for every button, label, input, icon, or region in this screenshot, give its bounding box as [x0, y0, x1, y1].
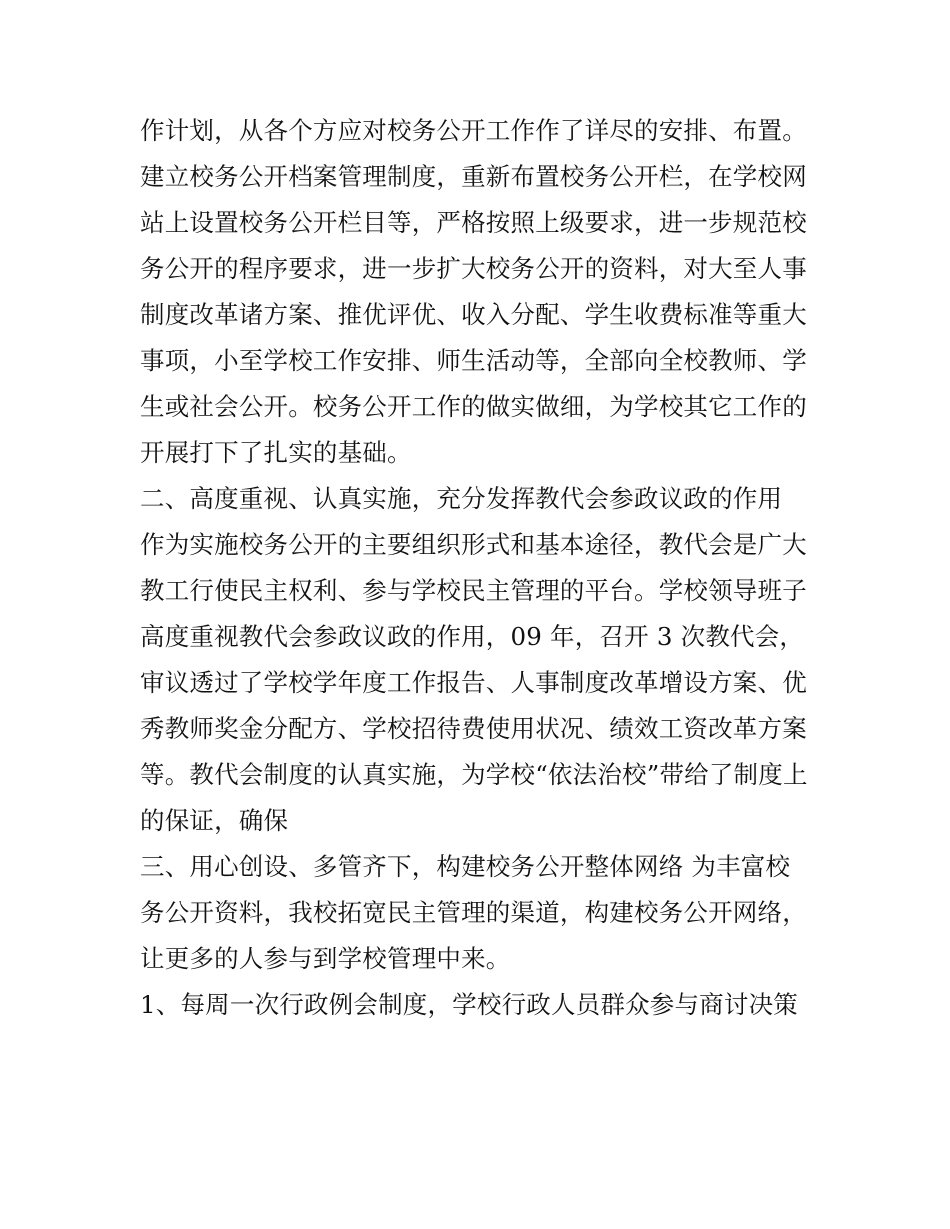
text-line: 务公开资料，我校拓宽民主管理的渠道，构建校务公开网络， [140, 898, 807, 927]
section-heading: 二、高度重视、认真实施，充分发挥教代会参政议政的作用 [140, 484, 783, 513]
text-line: 务公开的程序要求，进一步扩大校务公开的资料，对大至人事 [140, 254, 807, 283]
text-line: 站上设置校务公开栏目等，严格按照上级要求，进一步规范校 [140, 208, 807, 237]
text-line: 开展打下了扎实的基础。 [140, 438, 412, 467]
text-line: 作为实施校务公开的主要组织形式和基本途径，教代会是广大 [140, 530, 807, 559]
list-item: 1、每周一次行政例会制度，学校行政人员群众参与商讨决策 [140, 990, 798, 1019]
body-text [140, 108, 840, 1028]
text-line: 教工行使民主权利、参与学校民主管理的平台。学校领导班子 [140, 576, 807, 605]
text-line: 审议透过了学校学年度工作报告、人事制度改革增设方案、优 [140, 668, 807, 697]
section-heading: 三、用心创设、多管齐下，构建校务公开整体网络 为丰富校 [140, 852, 791, 881]
text-line: 高度重视教代会参政议政的作用，09 年，召开 3 次教代会， [140, 622, 805, 651]
text-line: 让更多的人参与到学校管理中来。 [140, 944, 511, 973]
text-line: 事项，小至学校工作安排、师生活动等，全部向全校教师、学 [140, 346, 807, 375]
text-line: 建立校务公开档案管理制度，重新布置校务公开栏，在学校网 [140, 162, 807, 191]
text-line: 等。教代会制度的认真实施，为学校“依法治校”带给了制度上 [140, 760, 808, 789]
text-line: 的保证，确保 [140, 806, 289, 835]
text-line: 生或社会公开。校务公开工作的做实做细，为学校其它工作的 [140, 392, 807, 421]
text-line: 秀教师奖金分配方、学校招待费使用状况、绩效工资改革方案 [140, 714, 807, 743]
text-line: 作计划，从各个方应对校务公开工作作了详尽的安排、布置。 [140, 116, 807, 145]
text-line: 制度改革诸方案、推优评优、收入分配、学生收费标准等重大 [140, 300, 807, 329]
